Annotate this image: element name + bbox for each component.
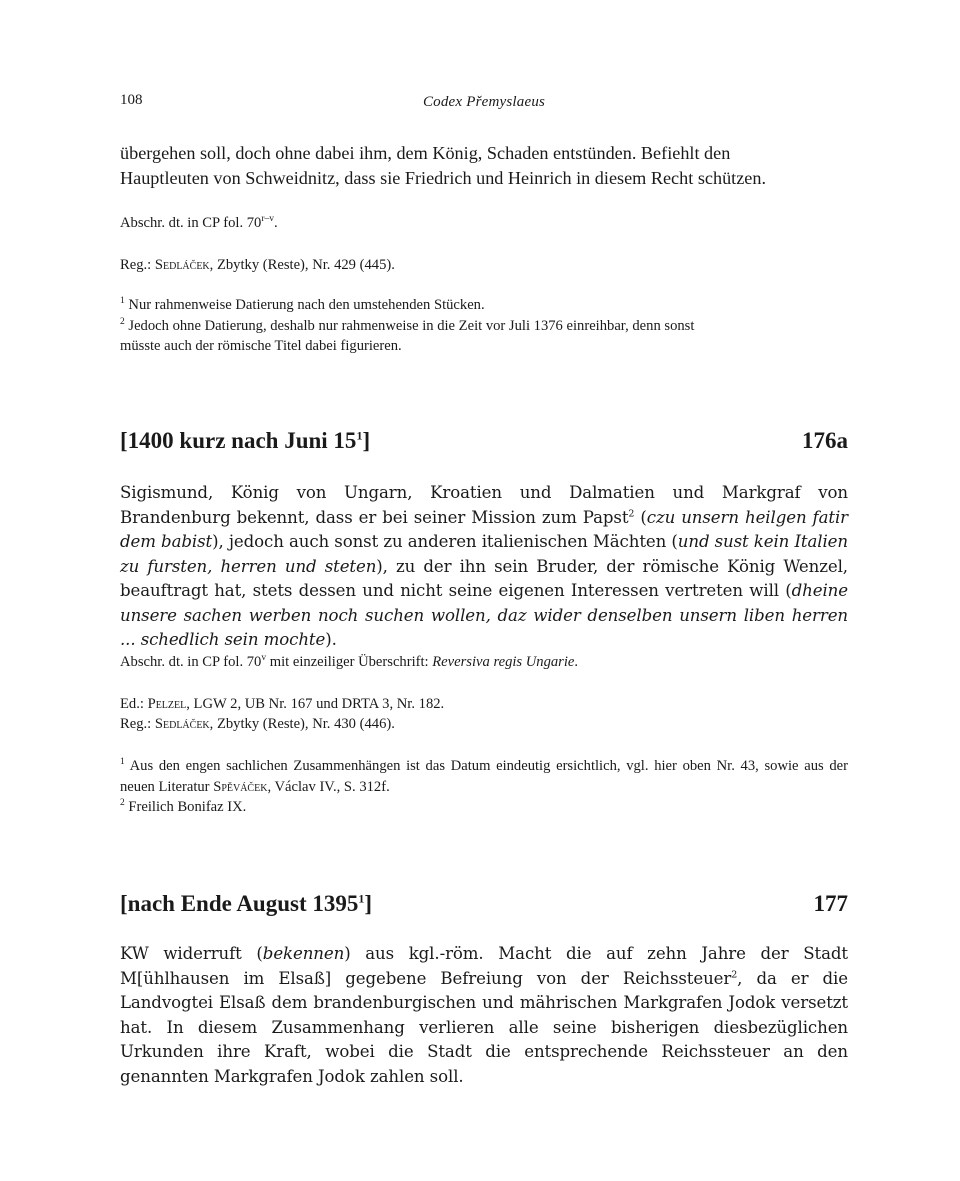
prev-footnotes xyxy=(120,295,848,357)
quotation: und sust kein Italien zu fursten, herren und steten xyxy=(120,532,848,576)
author-name: Sedláček xyxy=(154,716,210,732)
footnote: $^1$ Aus den engen sachlichen Zusammenhängen ist das Datum eindeutig ersichtlich, vgl. hier oben Nr. 43, sowie aus der neuen Literatur Spěváček, Václav IV., S. 312f. xyxy=(120,757,848,795)
running-title: Codex Přemyslaeus xyxy=(422,94,546,110)
entry-number: 177 xyxy=(813,891,848,916)
author-name: Sedláček xyxy=(154,257,210,273)
entry-heading xyxy=(120,428,848,458)
prev-regest-note: Reg.: Sedláček, Zbytky (Reste), Nr. 429 (445). xyxy=(120,257,395,273)
quotation: czu unsern heilgen fatir dem babist xyxy=(120,507,848,551)
entry-summary: Sigismund, König von Ungarn, Kroatien und Dalmatien und Markgraf von Brandenburg bekennt, dass er bei seiner Mission zum Papst$^2$ (czu unsern heilgen fatir dem babist), jedoch auch sonst zu anderen italienischen Mächten (und sust kein Italien zu fursten, herren und steten), zu der ihn sein Bruder, der römische König Wenzel, beauftragt hat, stets dessen und nicht seine eigenen Interessen vertreten will (dheine unsere sachen werben noch suchen wollen, daz wider denselben unsern liben herren ... schedlich sein mochte). xyxy=(120,483,848,649)
quotation: dheine unsere sachen werben noch suchen wollen, daz wider denselben unsern liben herren ... schedlich sein mochte xyxy=(120,581,848,649)
edition-notes: Ed.: Pelzel, LGW 2, UB Nr. 167 und DRTA 3, Nr. 182. Reg.: Sedláček, Zbytky (Reste), Nr. 430 (446). xyxy=(120,696,445,732)
summary-line: Hauptleuten von Schweidnitz, dass sie Friedrich und Heinrich in diesem Recht schützen. xyxy=(120,168,767,188)
footnote: $^2$ Freilich Bonifaz IX. xyxy=(120,798,247,815)
prev-entry-summary xyxy=(120,141,848,191)
entry-date: [1400 kurz nach Juni $15^1$] xyxy=(120,428,371,453)
entry-number: 176a xyxy=(802,428,848,453)
superscript: r–v xyxy=(261,214,275,225)
footnote: $^2$ Jedoch ohne Datierung, deshalb nur rahmenweise in die Zeit vor Juli 1376 einreihbar, denn sonst müsste auch der römische Titel dabei figurieren. xyxy=(120,316,695,354)
page-number: 108 xyxy=(120,92,143,108)
footnote: $^1$ Nur rahmenweise Datierung nach den umstehenden Stücken. xyxy=(120,296,485,313)
prev-copy-note: Abschr. dt. in CP fol. 70$^{r-v}$. xyxy=(120,214,278,231)
entry-heading xyxy=(120,891,848,921)
author-name: Pelzel xyxy=(147,696,187,712)
copy-note: Abschr. dt. in CP fol. 70$^v$ mit einzeiliger Überschrift: Reversiva regis Ungarie. xyxy=(120,653,579,670)
entry-summary: KW widerruft (bekennen) aus kgl.-röm. Macht die auf zehn Jahre der Stadt M[ühlhausen im Elsaß] gegebene Befreiung von der Reichssteuer$^2$, da er die Landvogtei Elsaß dem brandenburgischen und mährischen Markgrafen Jodok versetzt hat. In diesem Zusammenhang verlieren alle seine bisherigen diesbezüglichen Urkunden ihre Kraft, wobei die Stadt die entsprechende Reichssteuer an den genannten Markgrafen Jodok zahlen soll. xyxy=(120,944,848,1086)
entry-date: [nach Ende August 1395$^1$] xyxy=(120,891,373,916)
quotation: bekennen xyxy=(262,944,345,963)
running-head xyxy=(120,92,848,116)
footnotes xyxy=(120,756,848,818)
summary-line: übergehen soll, doch ohne dabei ihm, dem König, Schaden entstünden. Befiehlt den xyxy=(120,143,731,163)
